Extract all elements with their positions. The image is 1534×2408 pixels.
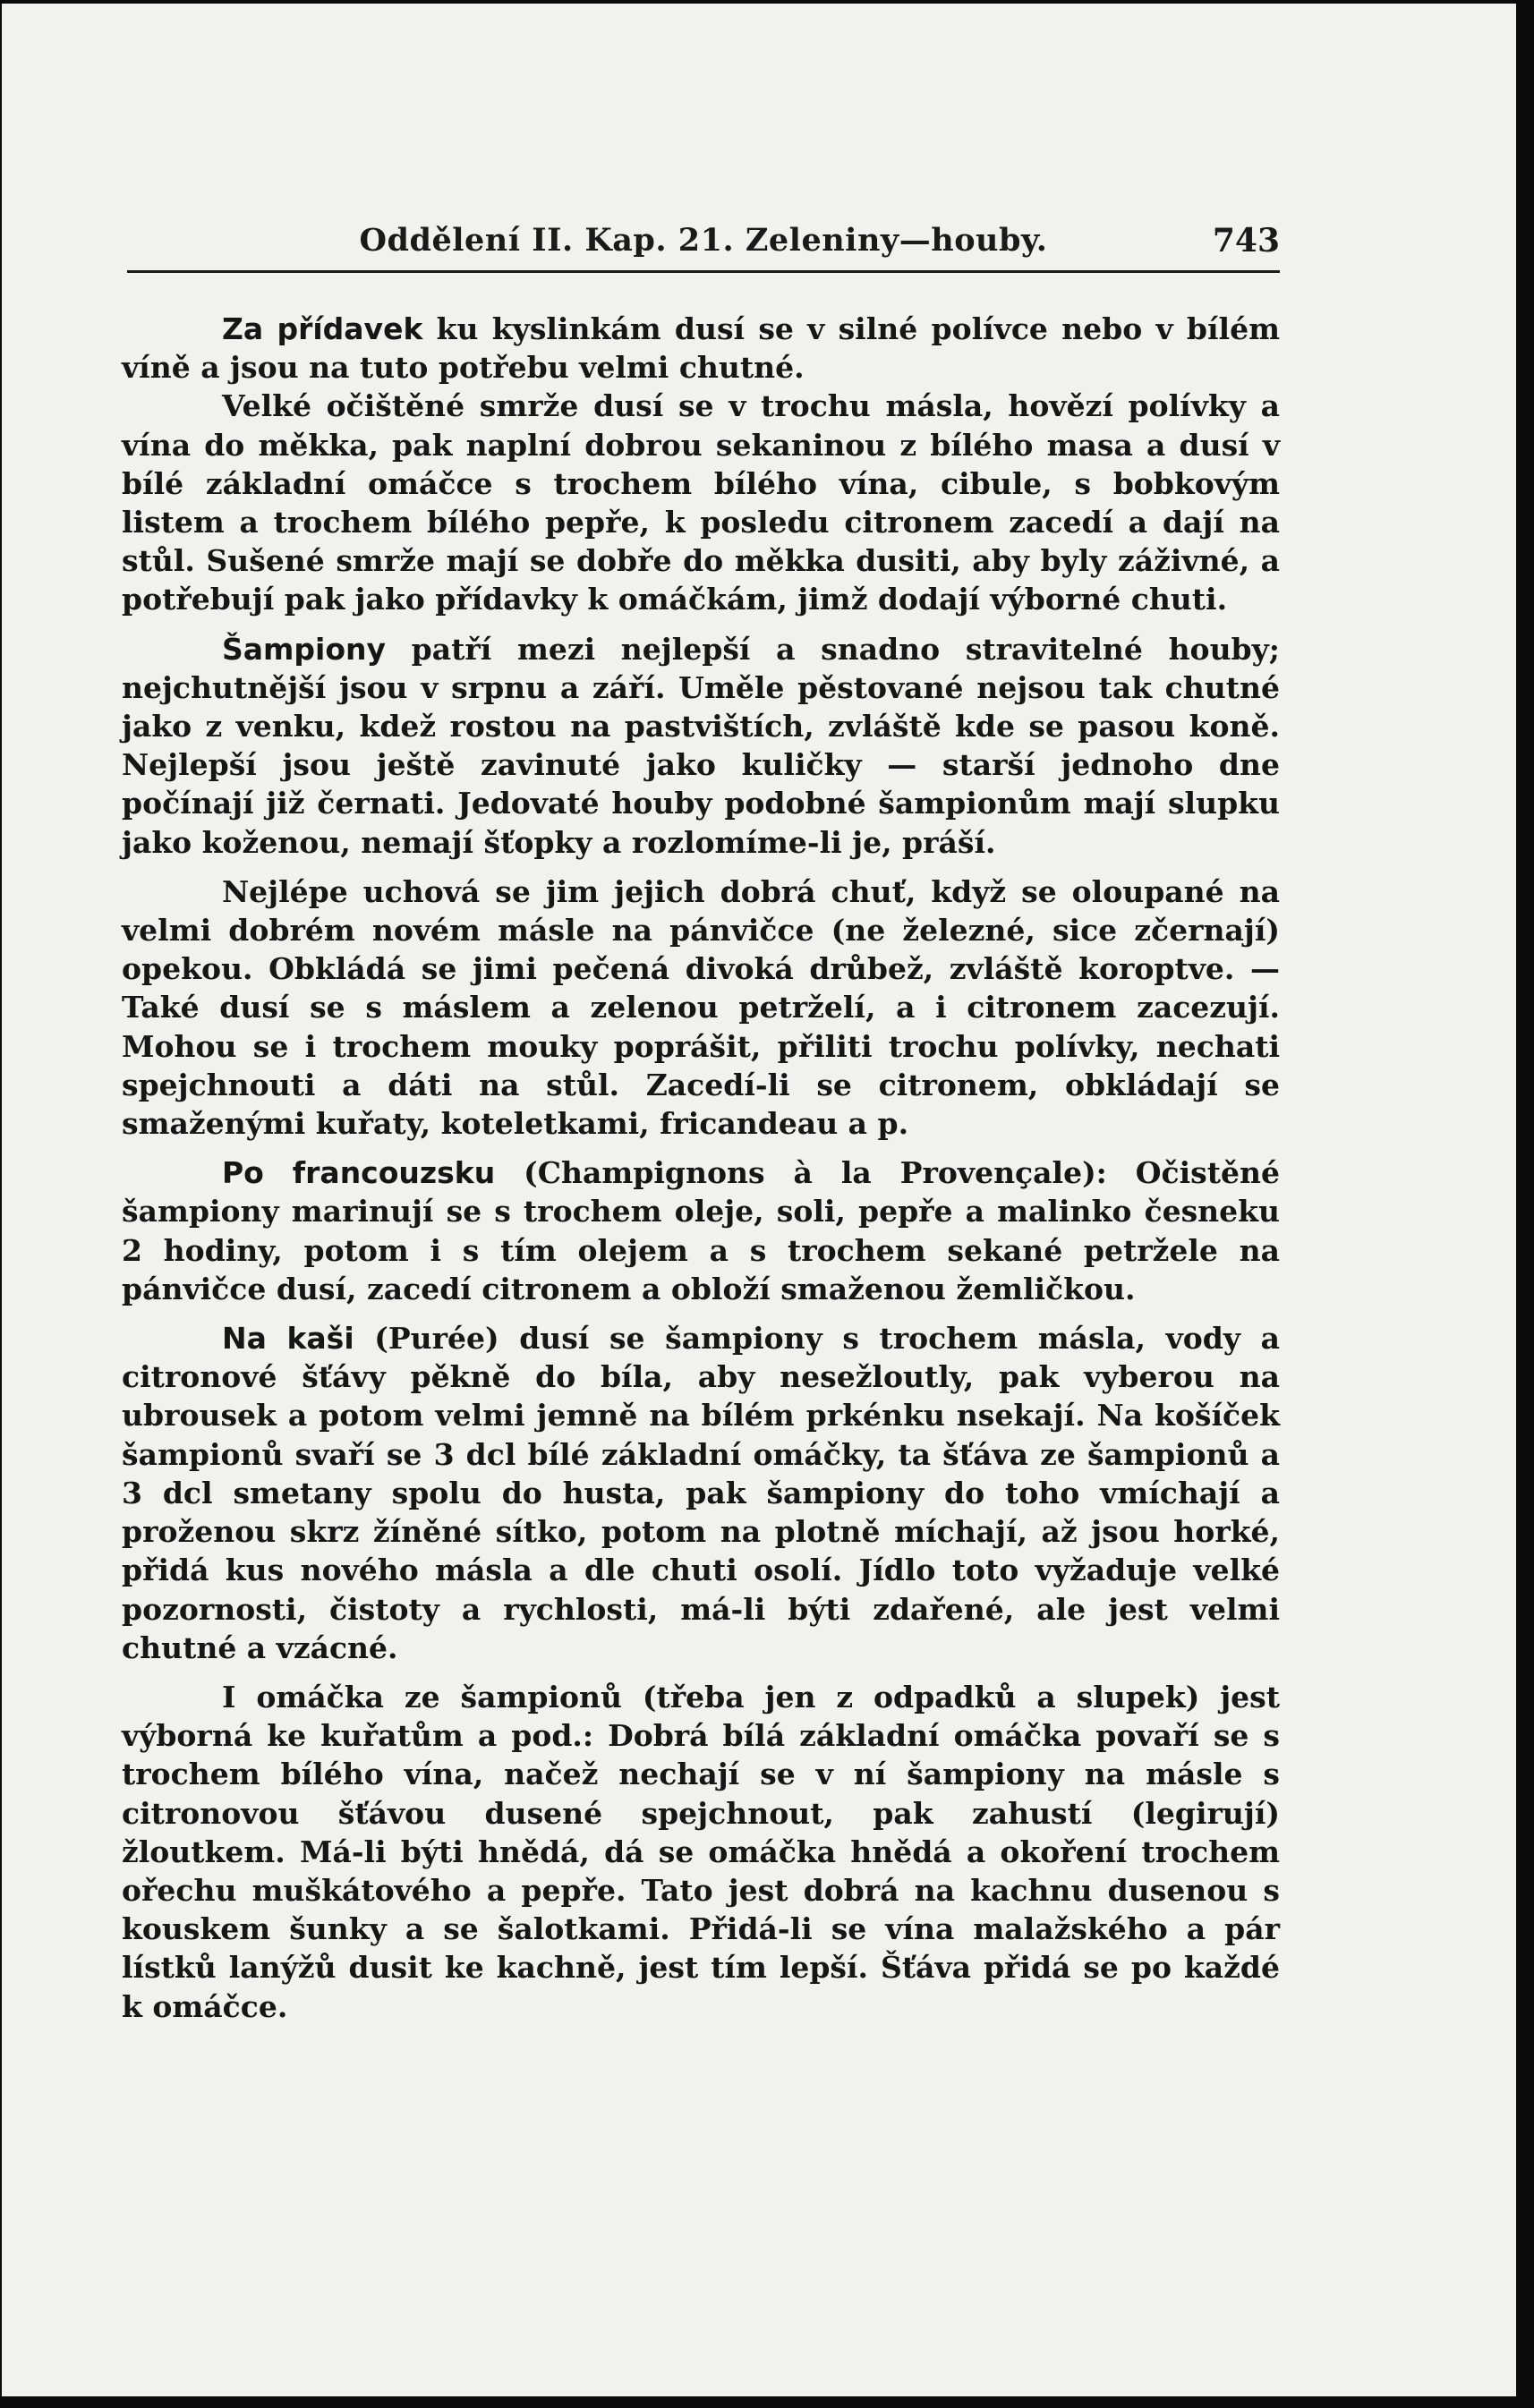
paragraph-text: patří mezi nejlepší a snadno stravitelné houby; nejchutnější jsou v srpnu a září. Uměle pěstované nejsou tak chutné jako z venku, kdež rostou na pastvištích, zvláště kde se pasou koně. Nejlepší jsou ještě zavinuté jako kuličky — starší jednoho dne počínají již černati. Jedovaté houby podobné šampionům mají slupku jako koženou, nemají šťopky a rozlomíme-li je, práší. bbox=[122, 631, 1280, 860]
paragraph-lead: Po francouzsku bbox=[222, 1155, 496, 1191]
paragraph-uchovani bbox=[122, 872, 1280, 1143]
paragraph-text: I omáčka ze šampionů (třeba jen z odpadků a slupek) jest výborná ke kuřatům a pod.: Dobrá bílá základní omáčka povaří se s trochem bílého vína, načež nechají se v ní šampiony na másle s citronovou šťávou dusené spejchnout, pak zahustí (legirují) žloutkem. Má-li býti hnědá, dá se omáčka hnědá a okoření trochem ořechu muškátového a pepře. Tato jest dobrá na kachnu dusenou s kouskem šunky a se šalotkami. Přidá-li se vína malažského a pár lístků lanýžů dusit ke kachně, jest tím lepší. Šťáva přidá se po každé k omáčce. bbox=[122, 1679, 1280, 2024]
paragraph-text: ku kyslinkám dusí se v silné polívce nebo v bílém víně a jsou na tuto potřebu velmi chutné. bbox=[122, 311, 1280, 386]
book-page bbox=[2, 4, 1516, 2396]
paragraph-sampiony bbox=[122, 630, 1280, 862]
paragraph-text: (Purée) dusí se šampiony s trochem másla, vody a citronové šťávy pěkně do bíla, aby nesežloutly, pak vyberou na ubrousek a potom velmi jemně na bílém prkénku nsekají. Na košíček šampionů svaří se 3 dcl bílé základní omáčky, ta šťáva ze šampionů a 3 dcl smetany spolu do husta, pak šampiony do toho vmíchají a proženou skrz žíněné sítko, potom na plotně míchají, až jsou horké, přidá kus nového másla a dle chuti osolí. Jídlo toto vyžaduje velké pozornosti, čistoty a rychlosti, má-li býti zdařené, ale jest velmi chutné a vzácné. bbox=[122, 1321, 1280, 1665]
paragraph-lead: Za přídavek bbox=[222, 311, 423, 346]
paragraph-omacka bbox=[122, 1678, 1280, 2026]
paragraph-po-francouzsku bbox=[122, 1153, 1280, 1308]
paragraph-text: Nejlépe uchová se jim jejich dobrá chuť, když se oloupané na velmi dobrém novém másle na pánvičce (ne železné, sice zčernají) opekou. Obkládá se jimi pečená divoká drůbež, zvláště koroptve. — Také dusí se s máslem a zelenou petrželí, a i citronem zacezují. Mohou se i trochem mouky poprášit, přiliti trochu polívky, nechati spejchnouti a dáti na stůl. Zacedí-li se citronem, obkládají se smaženými kuřaty, koteletkami, fricandeau a p. bbox=[122, 873, 1280, 1142]
page-number: 743 bbox=[1212, 222, 1280, 260]
paragraph-smrze bbox=[122, 387, 1280, 618]
paragraph-pridavek bbox=[122, 310, 1280, 387]
paragraph-na-kasi bbox=[122, 1319, 1280, 1667]
chapter-heading: Oddělení II. Kap. 21. Zeleniny—houby. bbox=[359, 222, 1048, 259]
paragraph-lead: Šampiony bbox=[222, 631, 387, 667]
body-text bbox=[122, 310, 1280, 2026]
paragraph-text: (Champignons à la Provençale): Očistěné šampiony marinují se s trochem oleje, soli, pepře a malinko česneku 2 hodiny, potom i s tím olejem a s trochem sekané petržele na pánvičce dusí, zacedí citronem a obloží smaženou žemličkou. bbox=[122, 1155, 1280, 1306]
running-header bbox=[127, 218, 1280, 273]
paragraph-text: Velké očištěné smrže dusí se v trochu másla, hovězí polívky a vína do měkka, pak naplní dobrou sekaninou z bílého masa a dusí v bílé základní omáčce s trochem bílého vína, cibule, s bobkovým listem a trochem bílého pepře, k posledu citronem zacedí a dají na stůl. Sušené smrže mají se dobře do měkka dusiti, aby byly záživné, a potřebují pak jako přídavky k omáčkám, jimž dodají výborné chuti. bbox=[122, 388, 1280, 617]
paragraph-lead: Na kaši bbox=[222, 1321, 354, 1357]
